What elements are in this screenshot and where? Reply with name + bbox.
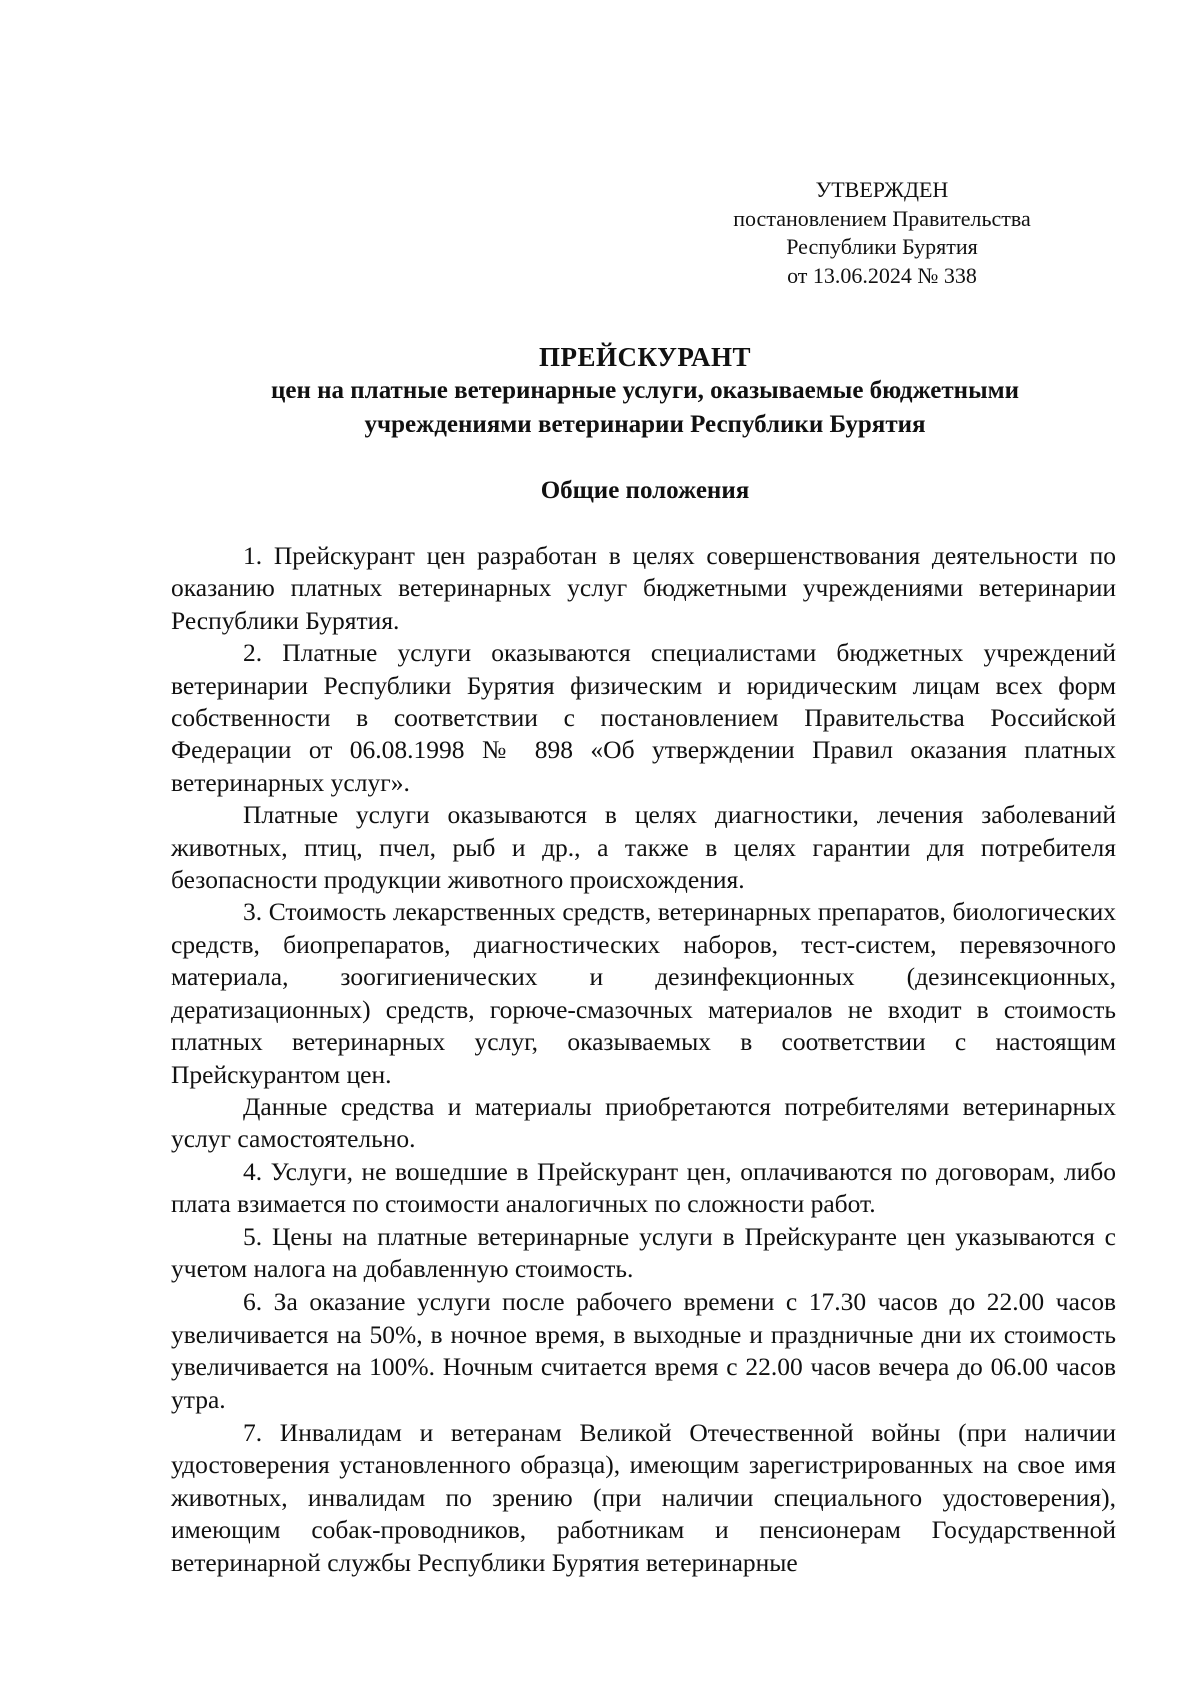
approval-date-number: от 13.06.2024 № 338 [787, 262, 977, 288]
approval-region: Республики Бурятия [786, 234, 978, 259]
section-heading: Общие положения [540, 477, 750, 504]
paragraph-7: 7. Инвалидам и ветеранам Великой Отечественной войны (при наличии удостоверения установленного образца), имеющим зарегистрированных на свое имя животных, инвалидам по зрению (при наличии специального удостоверения), имеющим собак-проводников, работникам и пенсионерам Государственной ветеринарной службы Республики Бурятия ветеринарные [171, 1417, 1116, 1577]
paragraph-6: 6. За оказание услуги после рабочего времени с 17.30 часов до 22.00 часов увеличивается на 50%, в ночное время, в выходные и праздничные дни их стоимость увеличивается на 100%. Ночным считается время с 22.00 часов вечера до 06.00 часов утра. [171, 1287, 1116, 1414]
paragraph-3-continued: Данные средства и материалы приобретаются потребителями ветеринарных услуг самостоятельно. [171, 1091, 1116, 1154]
approval-stamp [682, 176, 1082, 290]
document-title: ПРЕЙСКУРАНТ [539, 342, 751, 372]
document-body [171, 540, 1116, 1579]
document-title-block [150, 340, 1140, 442]
paragraph-1: 1. Прейскурант цен разработан в целях совершенствования деятельности по оказанию платных ветеринарных услуг бюджетными учреждениями ветеринарии Республики Бурятия. [171, 541, 1116, 635]
paragraph-2-continued: Платные услуги оказываются в целях диагностики, лечения заболеваний животных, птиц, пчел, рыб и др., а также в целях гарантии для потребителя безопасности продукции животного происхождения. [171, 800, 1116, 895]
paragraph-4: 4. Услуги, не вошедшие в Прейскурант цен, оплачиваются по договорам, либо плата взимается по стоимости аналогичных по сложности работ. [171, 1156, 1116, 1219]
paragraph-2: 2. Платные услуги оказываются специалистами бюджетных учреждений ветеринарии Республики Бурятия физическим и юридическим лицам всех форм собственности в соответствии с постановлением Правительства Российской Федерации от 06.08.1998 № 898 «Об утверждении Правил оказания платных ветеринарных услуг». [171, 638, 1116, 797]
approval-status: УТВЕРЖДЕН [815, 177, 949, 202]
document-subtitle-line-1: цен на платные ветеринарные услуги, оказываемые бюджетными [270, 377, 1020, 404]
paragraph-3: 3. Стоимость лекарственных средств, ветеринарных препаратов, биологических средств, биопрепаратов, диагностических наборов, тест-систем, перевязочного материала, зоогигиенических и дезинфекционных (дезинсекционных, дератизационных) средств, горюче-смазочных материалов не входит в стоимость платных ветеринарных услуг, оказываемых в соответствии с настоящим Прейскурантом цен. [171, 897, 1116, 1089]
document-subtitle-line-2: учреждениями ветеринарии Республики Бурятия [364, 411, 926, 438]
approval-decree: постановлением Правительства [733, 205, 1031, 231]
paragraph-5: 5. Цены на платные ветеринарные услуги в Прейскуранте цен указываются с учетом налога на добавленную стоимость. [171, 1221, 1116, 1283]
